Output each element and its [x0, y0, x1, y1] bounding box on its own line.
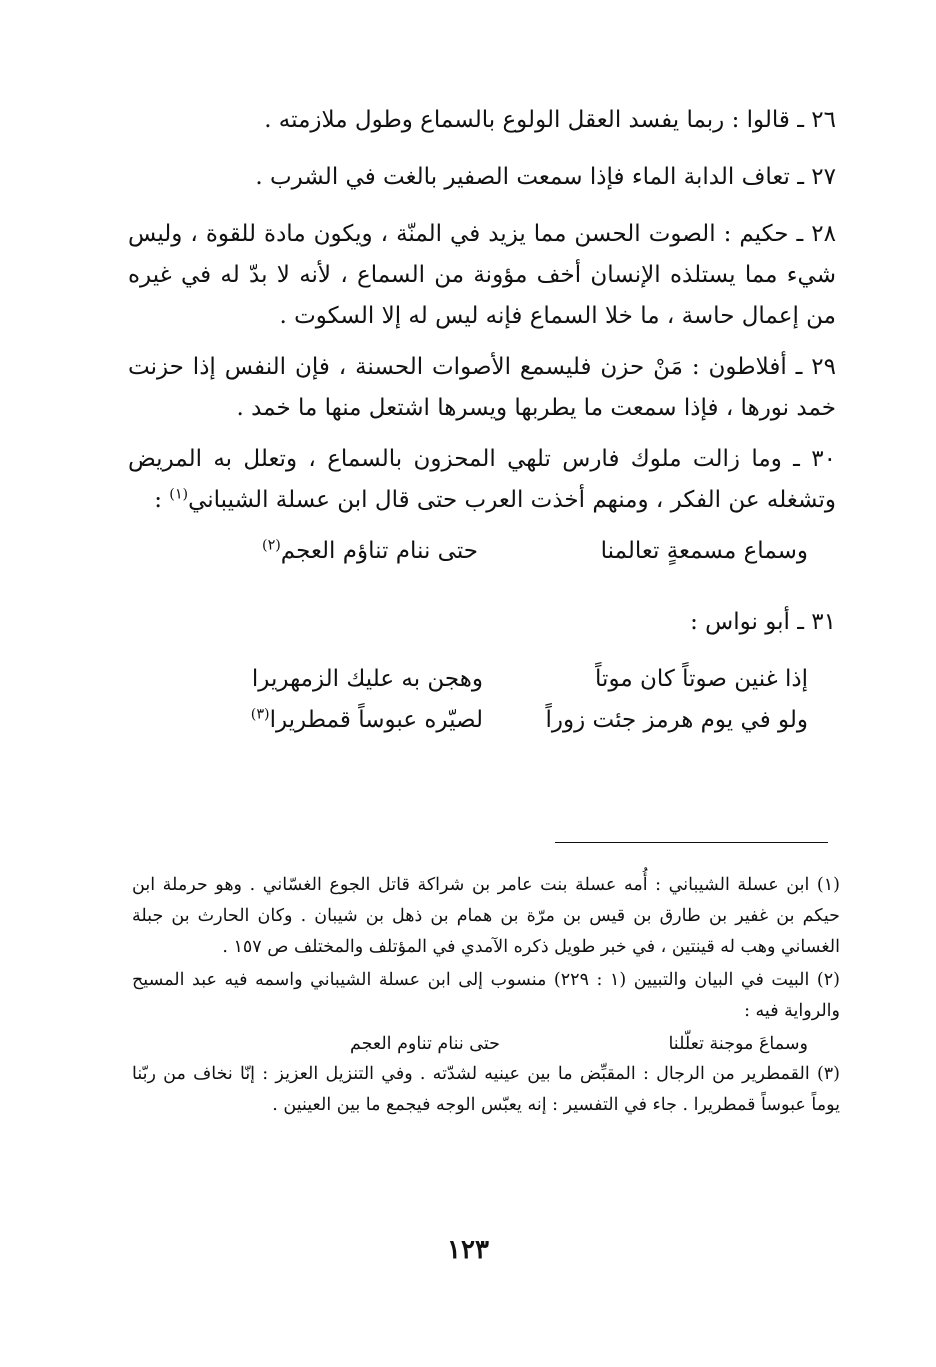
verse-first-hemistich: وسماع مسمعةٍ تعالمنا — [600, 538, 808, 564]
verse-second-hemistich — [178, 700, 503, 741]
verse-line — [128, 531, 836, 572]
footnote-2-verse — [132, 1029, 840, 1059]
verse-second-hemistich — [168, 531, 498, 572]
paragraph-31: ٣١ ـ أبو نواس : — [690, 609, 836, 635]
verse-second-text: حتى ننام تناؤم العجم — [280, 538, 478, 564]
verse-line — [178, 659, 808, 700]
paragraph-30-tail: : — [154, 487, 170, 513]
paragraph-28: ٢٨ ـ حكيم : الصوت الحسن مما يزيد في المنّة ، ويكون مادة للقوة ، وليس شيء مما يستلذه الإنسان أخف مؤونة من السماع ، لأنه لا بدّ له في غيره من إعمال حاسة ، ما خلا السماع فإنه ليس له إلا السكوت . — [128, 221, 836, 329]
footnotes — [132, 870, 840, 1123]
footnote-2: (٢) البيت في البيان والتبيين (١ : ٢٢٩) منسوب إلى ابن عسلة الشيباني واسمه فيه عبد المسيح والرواية فيه : — [132, 970, 840, 1021]
verse-first-hemistich: ولو في يوم هرمز جئت زوراً — [545, 707, 808, 733]
verse-first-hemistich: وسماعَ موجنة تعلّلنا — [668, 1034, 808, 1054]
paragraph-30 — [128, 439, 836, 521]
footnote-ref-1: (١) — [169, 486, 189, 503]
verse-second-text: لصيّره عبوساً قمطريرا — [269, 707, 483, 733]
verse-second-hemistich: حتى ننام تناوم العجم — [349, 1034, 500, 1054]
verse-group-abu-nuwas — [128, 659, 836, 741]
main-text — [128, 100, 836, 741]
footnote-1: (١) ابن عسلة الشيباني : أُمه عسلة بنت عامر بن شراكة قاتل الجوع الغسّاني . وهو حرملة ابن حيكم بن غفير بن طارق بن قيس بن مرّة بن همام بن ذهل بن شيبان . وكان الحارث بن جبلة الغساني وهب له قينتين ، في خبر طويل ذكره الآمدي في المؤتلف والمختلف ص ١٥٧ . — [132, 875, 840, 957]
verse-first-hemistich: إذا غنين صوتاً كان موتاً — [595, 666, 808, 692]
footnote-ref-2: (٢) — [262, 537, 281, 554]
paragraph-30-text: ٣٠ ـ وما زالت ملوك فارس تلهي المحزون بالسماع ، وتعلل به المريض وتشغله عن الفكر ، ومنهم أخذت العرب حتى قال ابن عسلة الشيباني — [128, 446, 836, 513]
paragraph-27: ٢٧ ـ تعاف الدابة الماء فإذا سمعت الصفير بالغت في الشرب . — [255, 164, 836, 190]
footnote-ref-3: (٣) — [250, 706, 270, 723]
footnote-3: (٣) القمطرير من الرجال : المقبِّض ما بين عينيه لشدّته . وفي التنزيل العزيز : إنّا نخاف من ربّنا يوماً عبوساً قمطريرا . جاء في التفسير : إنه يعبّس الوجه فيجمع ما بين العينين . — [132, 1064, 840, 1115]
footnote-separator — [555, 842, 828, 843]
page-number: ١٢٣ — [447, 1235, 489, 1265]
verse-second-hemistich: وهجن به عليك الزمهريرا — [251, 666, 483, 692]
verse-line — [178, 700, 808, 741]
paragraph-29: ٢٩ ـ أفلاطون : مَنْ حزن فليسمع الأصوات الحسنة ، فإن النفس إذا حزنت خمد نورها ، فإذا سمعت ما يطربها ويسرها اشتعل منها ما خمد . — [128, 354, 836, 421]
paragraph-26: ٢٦ ـ قالوا : ربما يفسد العقل الولوع بالسماع وطول ملازمته . — [264, 107, 836, 133]
